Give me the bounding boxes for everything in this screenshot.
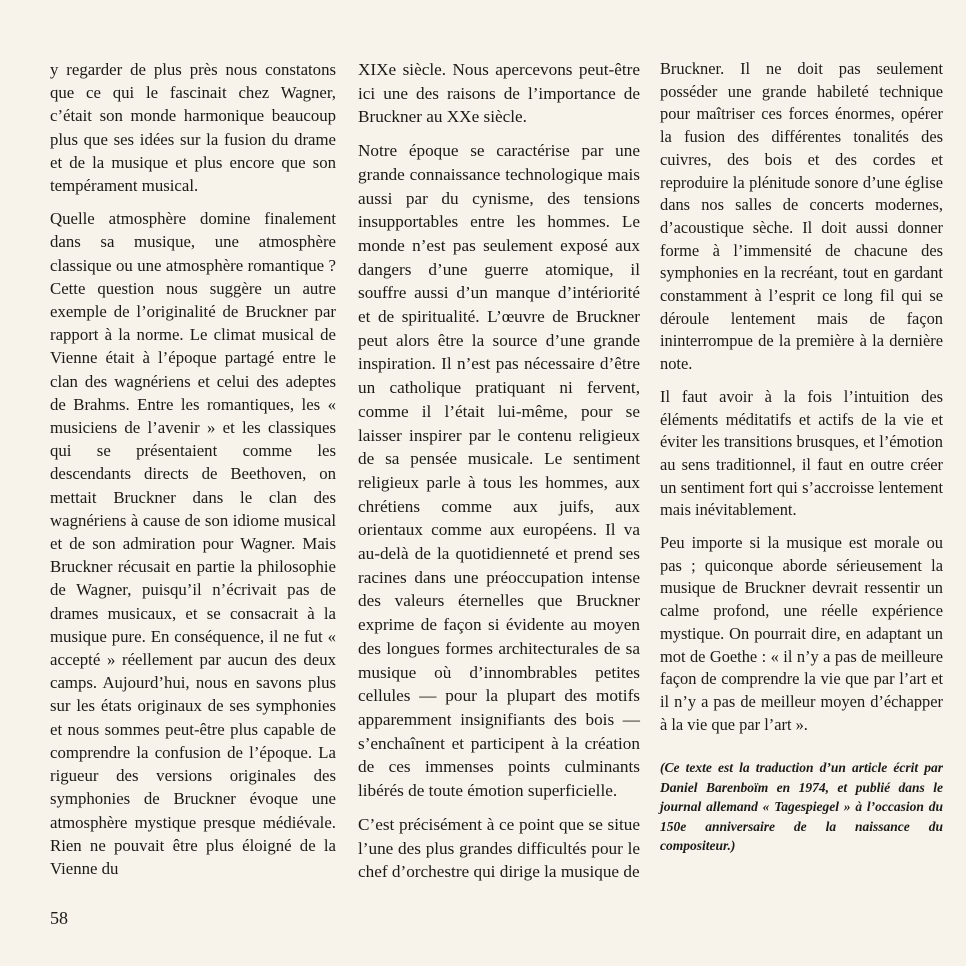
paragraph: Bruckner. Il ne doit pas seulement posséder une grande habileté technique pour maîtriser ces forces énormes, opérer la fusion des différentes tonalités des cuivres, des bois et des cordes et reproduire la plénitude sonore d’une église dans nos salles de concerts modernes, d’acoustique sèche. Il doit aussi donner forme à l’immensité de chacune des symphonies en la recréant, tout en gardant constamment à l’esprit ce long fil qui se déroule lentement mais de façon ininterrompue de la première à la dernière note. [660, 59, 943, 374]
translation-note: (Ce texte est la traduction d’un article écrit par Daniel Barenboïm en 1974, et publié dans le journal allemand « Tagespiegel » à l’occasion du 150e anniversaire de la naissance du compositeur.) [660, 760, 943, 854]
paragraph: y regarder de plus près nous constatons que ce qui le fascinait chez Wagner, c’était son monde harmonique beaucoup plus que ses idées sur la fusion du drame et de la musique et plus encore que son tempérament musical. [50, 60, 336, 196]
text-column-1 [50, 58, 336, 890]
paragraph: Notre époque se caractérise par une grande connaissance technologique mais aussi par du cynisme, des tensions insupportables entre les hommes. Le monde n’est pas seulement exposé aux dangers d’une guerre atomique, il souffre aussi d’un manque d’intériorité et de spiritualité. L’œuvre de Bruckner peut alors être la source d’une grande inspiration. Il n’est pas nécessaire d’être un catholique pratiquant ni fervent, comme il l’était lui-même, pour se laisser inspirer par le contenu religieux de sa pensée musicale. Le sentiment religieux parle à tous les hommes, aux chrétiens comme aux juifs, aux orientaux comme aux européens. Il va au-delà de la quotidienneté et prend ses racines dans une préoccupation intense des valeurs éternelles que Bruckner exprime de façon si évidente au moyen des longues formes architecturales de sa musique où d’innombrables petites cellules — pour la plupart des motifs apparemment insignifiants des bois — s’enchaînent et participent à la création de ces immenses points culminants libérés de toute émotion superficielle. [358, 141, 640, 801]
text-column-3 [660, 58, 943, 865]
text-column-2 [358, 58, 640, 894]
paragraph: Quelle atmosphère domine finalement dans sa musique, une atmosphère classique ou une atmosphère romantique ? Cette question nous suggère un autre exemple de l’originalité de Bruckner par rapport à la norme. Le climat musical de Vienne était à l’époque partagé entre le clan des wagnériens et celui des adeptes de Brahms. Entre les romantiques, les « musiciens de l’avenir » et les classiques qui se présentaient comme les descendants directs de Beethoven, on mettait Bruckner dans le clan des wagnériens à cause de son idiome musical et de son admiration pour Wagner. Mais Bruckner récusait en partie la philosophie de Wagner, puisqu’il n’écrivait pas de drames musicaux, et se consacrait à la musique pure. En conséquence, il ne fut « accepté » réellement par aucun des deux camps. Aujourd’hui, nous en savons plus sur les états originaux de ses symphonies et nous sommes peut-être plus capable de comprendre la confusion de l’époque. La rigueur des versions originales des symphonies de Bruckner évoque une atmosphère mystique presque médiévale. Rien ne pouvait être plus éloigné de la Vienne du [50, 209, 336, 878]
paragraph: Il faut avoir à la fois l’intuition des éléments méditatifs et actifs de la vie et éviter les transitions brusques, et l’émotion au sens traditionnel, il faut en outre créer un sentiment fort qui s’accroisse lentement mais inévitablement. [660, 386, 943, 520]
paragraph: C’est précisément à ce point que se situe l’une des plus grandes difficultés pour le chef d’orchestre qui dirige la musique de [358, 814, 640, 882]
page-number: 58 [50, 908, 68, 928]
paragraph: XIXe siècle. Nous apercevons peut-être ici une des raisons de l’importance de Bruckner au XXe siècle. [358, 60, 640, 127]
paragraph: Peu importe si la musique est morale ou pas ; quiconque aborde sérieusement la musique de Bruckner devrait ressentir un calme profond, une réelle expérience mystique. On pourrait dire, en adaptant un mot de Goethe : « il n’y a pas de meilleure façon de comprendre la vie que par l’art et il n’y a pas de meilleur moyen d’échapper à la vie que par l’art ». [660, 533, 943, 734]
